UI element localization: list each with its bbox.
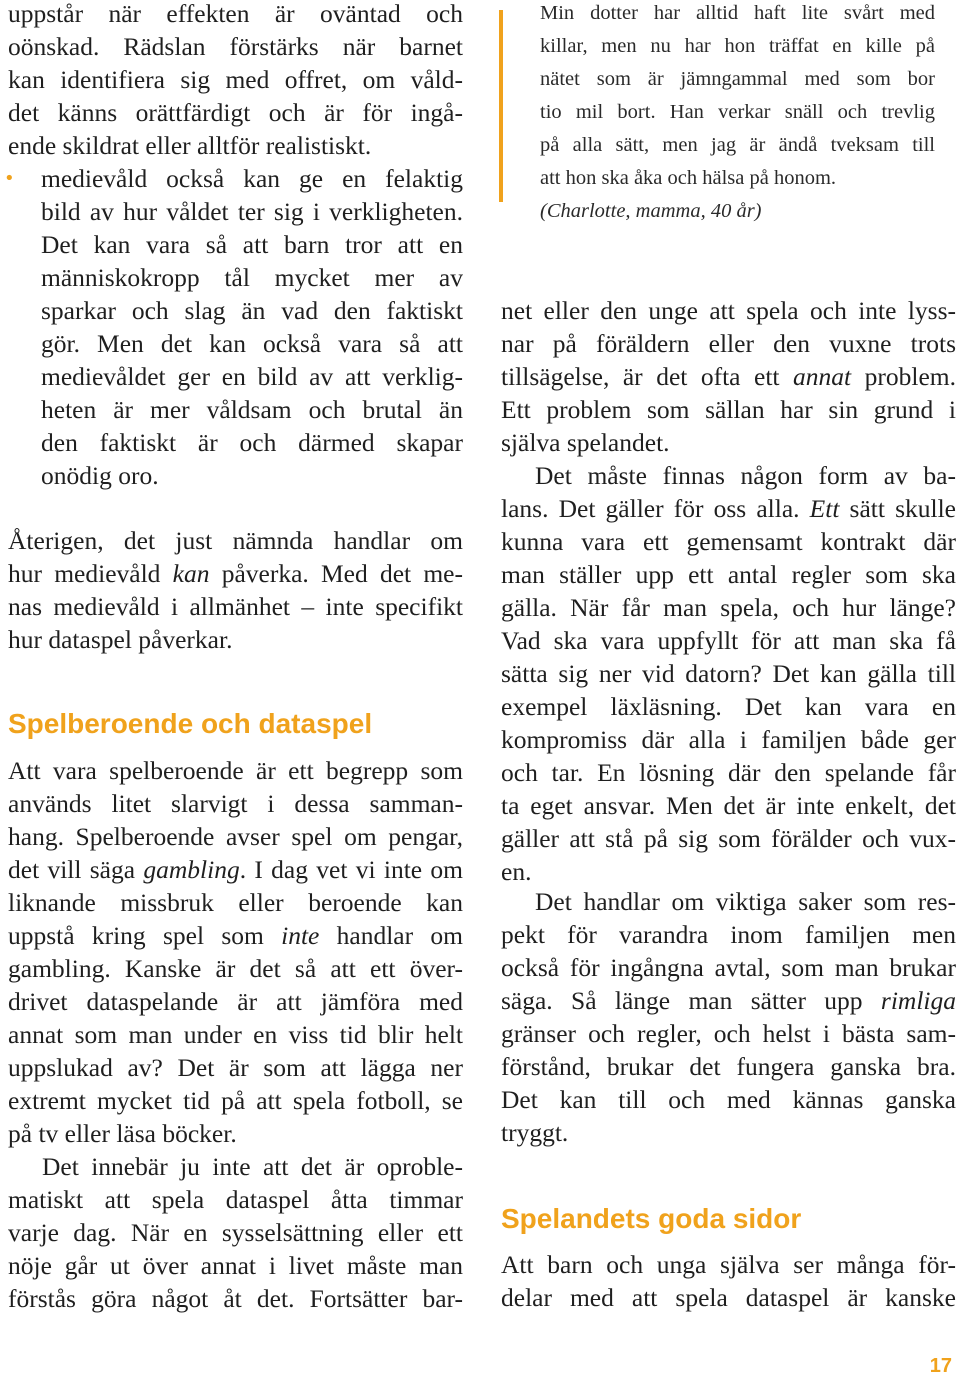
- quote-line: att hon ska åka och hälsa på honom.: [540, 167, 837, 189]
- paragraph-spelberoende: [8, 754, 463, 1150]
- text-line: det känns orättfärdigt och är för ingå-: [8, 98, 463, 127]
- text-line: delar med att spela dataspel är kanske: [501, 1283, 956, 1312]
- text-line: medievåld också kan ge en felaktig: [41, 164, 463, 193]
- quote-line: Min dotter har alltid haft lite svårt med: [540, 2, 935, 24]
- text-line: förstås göra något åt det. Fortsätter bar-: [8, 1284, 463, 1313]
- text-line: och tar. En lösning där den spelande får: [501, 758, 956, 787]
- text-line: gäller att stå på sig som förälder och vux-: [501, 824, 956, 853]
- section-heading-spelberoende: Spelberoende och dataspel: [8, 708, 373, 739]
- text-line: det vill säga gambling. I dag vet vi inte om: [8, 855, 464, 884]
- text-line: hang. Spelberoende avser spel om pengar,: [8, 822, 463, 851]
- text-line: Återigen, det just nämnda handlar om: [8, 526, 463, 555]
- paragraph-continuation: [501, 294, 956, 459]
- quote-signature: (Charlotte, mamma, 40 år): [540, 200, 762, 222]
- text-line: pekt för varandra inom familjen men: [501, 920, 956, 949]
- paragraph-oproblematiskt: [8, 1150, 463, 1315]
- text-line: kunna vara ett gemensamt kontrakt där: [501, 527, 956, 556]
- text-line: annat som man under en viss tid blir helt: [8, 1020, 463, 1049]
- text-line: ende skildrat eller alltför realistiskt.: [8, 131, 372, 160]
- text-line: Att barn och unga själva ser många för-: [501, 1250, 956, 1279]
- quote-accent-bar: [499, 10, 503, 202]
- text-line: oönskad. Rädslan förstärks när barnet: [8, 32, 463, 61]
- page-number: 17: [929, 1355, 952, 1377]
- text-line: net eller den unge att spela och inte lyss-: [501, 296, 956, 325]
- text-line: Det kan till och med kännas ganska: [501, 1085, 956, 1114]
- text-line: extremt mycket tid på att spela fotboll, se: [8, 1086, 463, 1115]
- section-heading-goda-sidor: Spelandets goda sidor: [501, 1203, 802, 1234]
- text-line: på tv eller läsa böcker.: [8, 1119, 237, 1148]
- text-line: den faktiskt är och därmed skapar: [41, 428, 463, 457]
- quote-line: nätet som är jämngammal med som bor: [540, 68, 935, 90]
- text-line: exempel läxläsning. Det kan vara en: [501, 692, 956, 721]
- quote-line: killar, men nu har hon träffat en kille på: [540, 35, 935, 57]
- text-line: gränser och regler, och helst i bästa sam-: [501, 1019, 956, 1048]
- text-line: människokropp tål mycket mer av: [41, 263, 463, 292]
- text-line: tryggt.: [501, 1118, 569, 1147]
- text-line: nöje går ut över annat i livet måste man: [8, 1251, 463, 1280]
- paragraph-respekt: [501, 885, 956, 1149]
- text-line: Ett problem som sällan har sin grund i: [501, 395, 956, 424]
- text-line: gör. Men det kan också vara så att: [41, 329, 463, 358]
- text-line: heten är mer våldsam och brutal än: [41, 395, 463, 424]
- text-line: matiskt att spela dataspel åtta timmar: [8, 1185, 463, 1214]
- bullet-icon: •: [4, 168, 15, 189]
- quote-line: tio mil bort. Han verkar snäll och trevlig: [540, 101, 935, 123]
- paragraph-medievald: [8, 524, 463, 656]
- text-line: en.: [501, 857, 532, 886]
- text-line: uppslukad av? Det är som att lägga ner: [8, 1053, 463, 1082]
- quote-line: på alla sätt, men jag är ändå tveksam till: [540, 134, 935, 156]
- text-line: Det måste finnas någon form av ba-: [535, 461, 956, 490]
- text-line: sparkar och slag än vad den faktiskt: [41, 296, 463, 325]
- text-line: drivet dataspelande är att jämföra med: [8, 987, 463, 1016]
- text-line: uppstår när effekten är oväntad och: [8, 0, 463, 28]
- text-line: sätta sig ner vid datorn? Det kan gälla till: [501, 659, 956, 688]
- text-line: medievåldet ger en bild av att verklig-: [41, 362, 463, 391]
- text-line: lans. Det gäller för oss alla. Ett sätt skulle: [501, 494, 957, 523]
- text-line: kompromiss där alla i familjen både ger: [501, 725, 956, 754]
- text-line: liknande missbruk eller beroende kan: [8, 888, 463, 917]
- text-line: Det handlar om viktiga saker som res-: [535, 887, 956, 916]
- text-line: Det innebär ju inte att det är oproble-: [42, 1152, 463, 1181]
- text-line: kan identifiera sig med offret, om våld-: [8, 65, 463, 94]
- bullet-paragraph: [41, 162, 463, 492]
- text-line: gälla. När får man spela, och hur länge?: [501, 593, 956, 622]
- text-line: Det kan vara så att barn tror att en: [41, 230, 463, 259]
- text-line: gambling. Kanske är det så att ett över-: [8, 954, 463, 983]
- text-line: Vad ska vara uppfyllt för att man ska få: [501, 626, 956, 655]
- text-line: förstånd, brukar det fungera ganska bra.: [501, 1052, 956, 1081]
- text-line: hur dataspel påverkar.: [8, 625, 233, 654]
- intro-paragraph: [8, 0, 463, 162]
- paragraph-balans: [501, 459, 956, 888]
- text-line: onödig oro.: [41, 461, 159, 490]
- text-line: varje dag. När en sysselsättning eller ett: [8, 1218, 463, 1247]
- text-line: används litet slarvigt i dessa samman-: [8, 789, 463, 818]
- text-line: nar på föräldern eller den vuxne trots: [501, 329, 956, 358]
- text-line: bild av hur våldet ter sig i verkligheten.: [41, 197, 463, 226]
- text-line: säga. Så länge man sätter upp rimliga: [501, 986, 956, 1015]
- text-line: också för ingångna avtal, som man brukar: [501, 953, 956, 982]
- paragraph-fordelar: [501, 1248, 956, 1314]
- text-line: man ställer upp ett antal regler som ska: [501, 560, 956, 589]
- text-line: nas medievåld i allmänhet – inte specifikt: [8, 592, 463, 621]
- text-line: hur medievåld kan påverka. Med det me-: [8, 559, 463, 588]
- text-line: Att vara spelberoende är ett begrepp som: [8, 756, 463, 785]
- text-line: ta eget ansvar. Men det är inte enkelt, det: [501, 791, 956, 820]
- text-line: uppstå kring spel som inte handlar om: [8, 921, 463, 950]
- text-line: tillsägelse, är det ofta ett annat problem.: [501, 362, 956, 391]
- text-line: själva spelandet.: [501, 428, 670, 457]
